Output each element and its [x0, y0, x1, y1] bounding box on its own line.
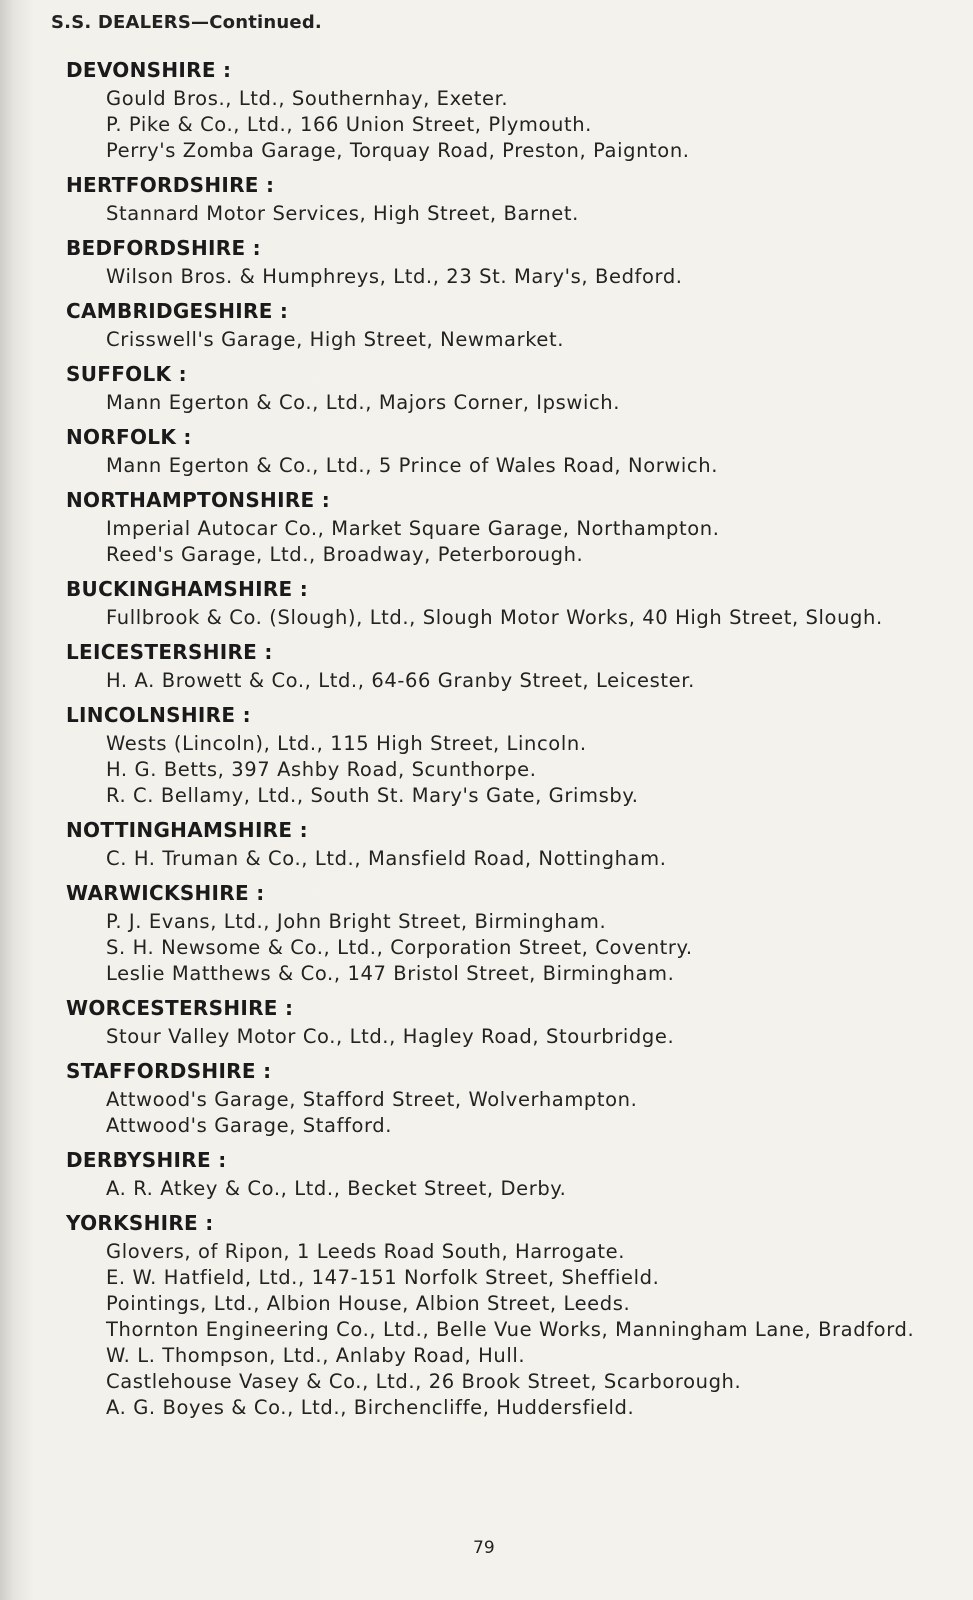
county-section [66, 297, 946, 353]
dealer-entry: Gould Bros., Ltd., Southernhay, Exeter. [106, 87, 509, 110]
dealer-entries [106, 846, 946, 872]
county-heading: YORKSHIRE : [66, 1211, 214, 1235]
county-section [66, 1057, 946, 1139]
county-section [66, 1209, 946, 1421]
county-heading: LEICESTERSHIRE : [66, 640, 273, 664]
county-section [66, 56, 946, 164]
dealer-entries [106, 201, 946, 227]
dealer-entries [106, 668, 946, 694]
county-heading: BUCKINGHAMSHIRE : [66, 577, 309, 601]
county-section [66, 171, 946, 227]
county-heading: HERTFORDSHIRE : [66, 173, 275, 197]
dealer-entry: R. C. Bellamy, Ltd., South St. Mary's Gate, Grimsby. [106, 784, 639, 807]
dealer-entries [106, 516, 946, 568]
dealer-entry: Reed's Garage, Ltd., Broadway, Peterborough. [106, 543, 584, 566]
dealer-entry: Imperial Autocar Co., Market Square Garage, Northampton. [106, 517, 720, 540]
dealer-entry: Fullbrook & Co. (Slough), Ltd., Slough Motor Works, 40 High Street, Slough. [106, 606, 883, 629]
county-heading: LINCOLNSHIRE : [66, 703, 251, 727]
dealer-entries [106, 86, 946, 164]
county-section [66, 816, 946, 872]
county-section [66, 701, 946, 809]
dealer-entry: W. L. Thompson, Ltd., Anlaby Road, Hull. [106, 1344, 526, 1367]
dealer-entry: Wilson Bros. & Humphreys, Ltd., 23 St. Mary's, Bedford. [106, 265, 683, 288]
county-heading: DERBYSHIRE : [66, 1148, 227, 1172]
page-header: S.S. DEALERS—Continued. [51, 12, 322, 33]
county-heading: WARWICKSHIRE : [66, 881, 265, 905]
dealer-entries [106, 264, 946, 290]
county-section [66, 575, 946, 631]
dealer-entry: S. H. Newsome & Co., Ltd., Corporation Street, Coventry. [106, 936, 693, 959]
county-heading: CAMBRIDGESHIRE : [66, 299, 289, 323]
dealer-list [66, 56, 946, 1428]
dealer-entry: C. H. Truman & Co., Ltd., Mansfield Road, Nottingham. [106, 847, 667, 870]
county-heading: NORTHAMPTONSHIRE : [66, 488, 331, 512]
county-section [66, 360, 946, 416]
dealer-entries [106, 605, 946, 631]
dealer-entry: Wests (Lincoln), Ltd., 115 High Street, Lincoln. [106, 732, 587, 755]
county-heading: NORFOLK : [66, 425, 192, 449]
dealer-entries [106, 731, 946, 809]
county-section [66, 1146, 946, 1202]
dealer-entry: Crisswell's Garage, High Street, Newmarket. [106, 328, 565, 351]
dealer-entry: Mann Egerton & Co., Ltd., 5 Prince of Wales Road, Norwich. [106, 454, 719, 477]
county-heading: STAFFORDSHIRE : [66, 1059, 272, 1083]
dealer-entry: Attwood's Garage, Stafford. [106, 1114, 393, 1137]
dealer-entry: Stour Valley Motor Co., Ltd., Hagley Road, Stourbridge. [106, 1025, 675, 1048]
dealer-entry: H. G. Betts, 397 Ashby Road, Scunthorpe. [106, 758, 537, 781]
dealer-entry: Stannard Motor Services, High Street, Barnet. [106, 202, 579, 225]
dealer-entries [106, 1239, 946, 1421]
dealer-entry: A. R. Atkey & Co., Ltd., Becket Street, Derby. [106, 1177, 567, 1200]
dealer-entry: H. A. Browett & Co., Ltd., 64-66 Granby Street, Leicester. [106, 669, 695, 692]
county-heading: DEVONSHIRE : [66, 58, 232, 82]
page-number: 79 [473, 1538, 495, 1558]
dealer-entry: Pointings, Ltd., Albion House, Albion Street, Leeds. [106, 1292, 631, 1315]
dealer-entries [106, 1024, 946, 1050]
dealer-entry: Castlehouse Vasey & Co., Ltd., 26 Brook Street, Scarborough. [106, 1370, 742, 1393]
county-heading: SUFFOLK : [66, 362, 187, 386]
dealer-entries [106, 453, 946, 479]
dealer-entry: Mann Egerton & Co., Ltd., Majors Corner, Ipswich. [106, 391, 621, 414]
county-heading: BEDFORDSHIRE : [66, 236, 261, 260]
dealer-entry: Thornton Engineering Co., Ltd., Belle Vue Works, Manningham Lane, Bradford. [106, 1318, 915, 1341]
dealer-entry: P. Pike & Co., Ltd., 166 Union Street, Plymouth. [106, 113, 592, 136]
dealer-entry: Leslie Matthews & Co., 147 Bristol Street, Birmingham. [106, 962, 675, 985]
dealer-entries [106, 909, 946, 987]
dealer-entry: Glovers, of Ripon, 1 Leeds Road South, Harrogate. [106, 1240, 626, 1263]
dealer-entries [106, 390, 946, 416]
county-section [66, 234, 946, 290]
dealer-entry: P. J. Evans, Ltd., John Bright Street, Birmingham. [106, 910, 607, 933]
county-section [66, 486, 946, 568]
county-heading: WORCESTERSHIRE : [66, 996, 294, 1020]
county-section [66, 879, 946, 987]
dealer-entry: Perry's Zomba Garage, Torquay Road, Preston, Paignton. [106, 139, 690, 162]
dealer-entries [106, 1176, 946, 1202]
dealer-entry: E. W. Hatfield, Ltd., 147-151 Norfolk Street, Sheffield. [106, 1266, 660, 1289]
county-heading: NOTTINGHAMSHIRE : [66, 818, 308, 842]
county-section [66, 423, 946, 479]
county-section [66, 638, 946, 694]
county-section [66, 994, 946, 1050]
dealer-entries [106, 327, 946, 353]
dealer-entries [106, 1087, 946, 1139]
dealer-entry: A. G. Boyes & Co., Ltd., Birchencliffe, Huddersfield. [106, 1396, 635, 1419]
dealer-entry: Attwood's Garage, Stafford Street, Wolverhampton. [106, 1088, 638, 1111]
